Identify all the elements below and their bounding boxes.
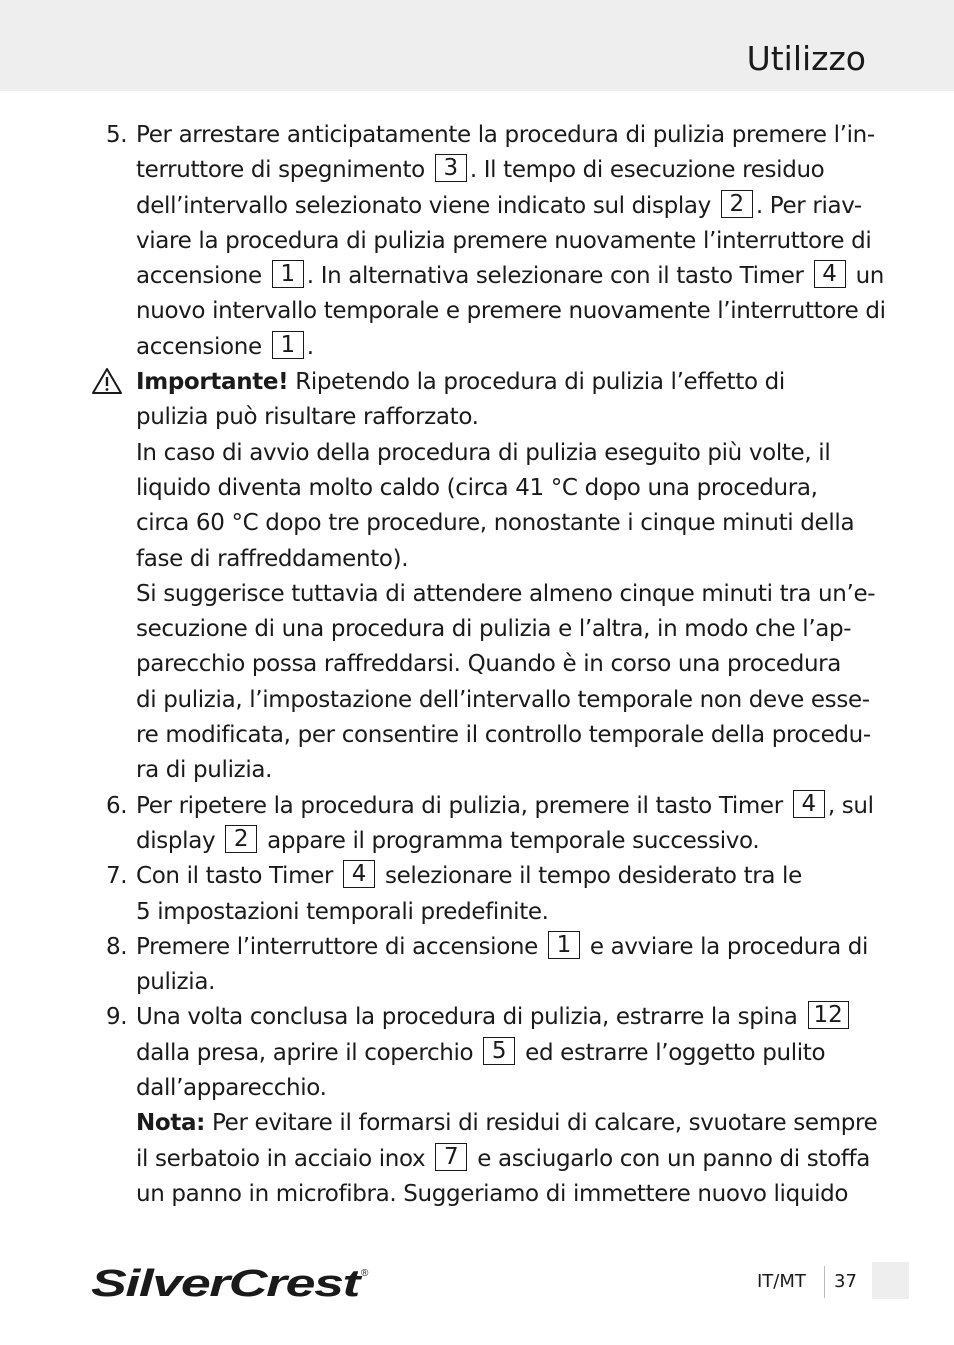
note-line-3: un panno in microfibra. Suggeriamo di immettere nuovo liquido (136, 1180, 849, 1207)
part-reference: 1 (272, 260, 304, 288)
part-reference: 1 (272, 331, 304, 359)
step-number: 5. (106, 122, 128, 148)
step-5-line-4: viare la procedura di pulizia premere nuovamente l’interruttore di (136, 227, 872, 254)
step-8-line-2: pulizia. (136, 969, 216, 996)
warning-line: parecchio possa raffreddarsi. Quando è in corso una procedura (136, 651, 842, 678)
step-number: 6. (106, 792, 128, 819)
instructions-body (0, 118, 954, 1212)
part-reference: 1 (548, 931, 580, 959)
warning-line: circa 60 °C dopo tre procedure, nonostante i cinque minuti della (136, 510, 855, 537)
warning-line: di pulizia, l’impostazione dell’intervallo temporale non deve esse- (136, 686, 870, 713)
step-5-line-1: 5. Per arrestare anticipatamente la procedura di pulizia premere l’in- (0, 118, 954, 153)
step-number: 8. (106, 933, 128, 960)
page-number: 37 (834, 1271, 857, 1292)
warning-line: fase di raffreddamento). (136, 545, 409, 572)
part-reference: 12 (808, 1001, 849, 1029)
step-5-line-7: accensione 1 . (136, 331, 314, 360)
part-reference: 5 (483, 1037, 515, 1065)
step-9-line-2: dalla presa, aprire il coperchio 5 ed estrarre l’oggetto pulito (136, 1037, 826, 1066)
step-number: 9. (106, 1004, 128, 1031)
svg-text:SilverCrest: SilverCrest (91, 1263, 363, 1302)
step-5-line-6: nuovo intervallo temporale e premere nuovamente l’interruttore di (136, 298, 886, 325)
warning-line-1: Importante! Ripetendo la procedura di pulizia l’effetto di (0, 365, 954, 400)
part-reference: 7 (435, 1143, 467, 1171)
language-code: IT/MT (757, 1271, 806, 1292)
step-7-line-1: 7. Con il tasto Timer 4 selezionare il tempo desiderato tra le (0, 859, 954, 894)
step-6-line-1: 6. Per ripetere la procedura di pulizia, premere il tasto Timer 4 , sul (0, 789, 954, 824)
step-6-line-2: display 2 appare il programma temporale successivo. (136, 825, 760, 854)
note-line-1: Nota: Per evitare il formarsi di residui di calcare, svuotare sempre (136, 1110, 878, 1137)
warning-line: In caso di avvio della procedura di pulizia eseguito più volte, il (136, 439, 831, 466)
svg-text:®: ® (361, 1268, 369, 1279)
step-5-line-5: accensione 1 . In alternativa selezionare con il tasto Timer 4 un (136, 261, 885, 290)
warning-line: secuzione di una procedura di pulizia e l’altra, in modo che l’ap- (136, 616, 852, 643)
warning-line: pulizia può risultare rafforzato. (136, 404, 479, 431)
warning-line: liquido diventa molto caldo (circa 41 °C dopo una procedura, (136, 474, 818, 501)
footer-divider (824, 1266, 825, 1298)
step-5-line-3: dell’intervallo selezionato viene indicato sul display 2 . Per riav- (136, 190, 862, 219)
warning-line: ra di pulizia. (136, 757, 273, 784)
step-8-line-1: 8. Premere l’interruttore di accensione 1 e avviare la procedura di (0, 930, 954, 965)
step-7-line-2: 5 impostazioni temporali predefinite. (136, 898, 549, 925)
warning-line: re modificata, per consentire il controllo temporale della procedu- (136, 722, 871, 749)
part-reference: 3 (435, 154, 467, 182)
step-9-line-3: dall’apparecchio. (136, 1075, 327, 1102)
silvercrest-logo (91, 1262, 371, 1302)
note-label: Nota: (136, 1110, 206, 1137)
step-number: 7. (106, 863, 128, 890)
part-reference: 4 (343, 860, 375, 888)
part-reference: 4 (814, 260, 846, 288)
part-reference: 4 (793, 790, 825, 818)
step-9-line-1: 9. Una volta conclusa la procedura di pulizia, estrarre la spina 12 (0, 1000, 954, 1035)
part-reference: 2 (721, 190, 753, 218)
warning-triangle-icon (91, 367, 123, 395)
step-5-line-2: terruttore di spegnimento 3 . Il tempo di esecuzione residuo (136, 155, 825, 184)
page-title: Utilizzo (746, 39, 866, 78)
part-reference: 2 (225, 825, 257, 853)
warning-label: Importante! (136, 369, 289, 396)
note-line-2: il serbatoio in acciaio inox 7 e asciugarlo con un panno di stoffa (136, 1143, 871, 1172)
warning-line: Si suggerisce tuttavia di attendere almeno cinque minuti tra un’e- (136, 580, 876, 607)
footer-tab-marker (872, 1262, 909, 1299)
